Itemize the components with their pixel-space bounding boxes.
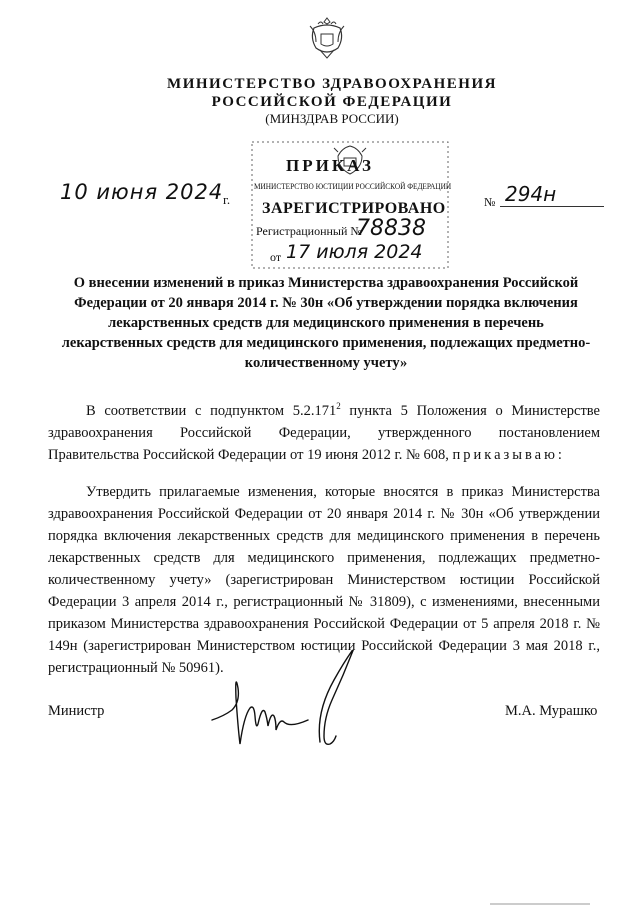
ministry-short-name: (МИНЗДРАВ РОССИИ) [265, 111, 399, 126]
stamp-registered: ЗАРЕГИСТРИРОВАНО [262, 200, 446, 217]
stamp-reg-number-label: Регистрационный № [256, 224, 362, 238]
order-number-line [500, 206, 604, 207]
order-number-prefix: № [484, 195, 496, 209]
signatory-name: М.А. Мурашко [505, 703, 598, 719]
stamp-title: ПРИКАЗ [286, 156, 374, 175]
stamp-organization: МИНИСТЕРСТВО ЮСТИЦИИ РОССИЙСКОЙ ФЕДЕРАЦИИ [254, 181, 452, 191]
document-title: О внесении изменений в приказ Министерства здравоохранения Российской Федерации от 20 января 2014 г. № 30н «Об утверждении порядка включения лекарственных средств для медицинского применения в перечень лекарственных средств для медицинского применения, подлежащих предметно-количественному учету» [61, 275, 591, 371]
order-date: 10 июня 2024 [60, 180, 224, 204]
paragraph-order: Утвердить прилагаемые изменения, которые вносятся в приказ Министерства здравоохранения Российской Федерации от 20 января 2014 г. № 30н «Об утверждении порядка включения лекарственных средств для медицинского применения в перечень лекарственных средств для медицинского применения, подлежащих предметно-количественному учету» (зарегистрирован Министерством юстиции Российской Федерации 3 апреля 2014 г., регистрационный № 31809), с изменениями, внесенными приказом Министерства здравоохранения Российской Федерации от 5 апреля 2018 г. № 149н (зарегистрирован Министерством юстиции Российской Федерации 3 мая 2018 г., регистрационный № 50961). [48, 484, 600, 676]
order-date-suffix: г. [223, 192, 231, 207]
stamp-date-label: от [270, 250, 282, 264]
stamp-date: 17 июля 2024 [286, 241, 423, 263]
signatory-position: Министр [48, 703, 105, 719]
preamble-superscript: 2 [336, 401, 341, 412]
signature-icon [190, 650, 380, 760]
paragraph-preamble [48, 400, 600, 466]
coat-of-arms-icon [306, 14, 348, 64]
preamble-text-end: пункта 5 Положения о Министерстве здравоохранения Российской Федерации, утвержденного постановлением Правительства Российской Федерации от 19 июня 2012 г. № 608, [48, 403, 600, 463]
order-number: 294н [505, 182, 557, 206]
preamble-text-start: В соответствии с подпунктом 5.2.171 [86, 403, 337, 419]
footer-mark [490, 903, 590, 905]
ministry-name-line2: РОССИЙСКОЙ ФЕДЕРАЦИИ [211, 94, 453, 110]
ministry-name-line1: МИНИСТЕРСТВО ЗДРАВООХРАНЕНИЯ [167, 76, 497, 92]
stamp-reg-number: 78838 [356, 216, 426, 241]
order-command: приказываю: [452, 447, 565, 463]
